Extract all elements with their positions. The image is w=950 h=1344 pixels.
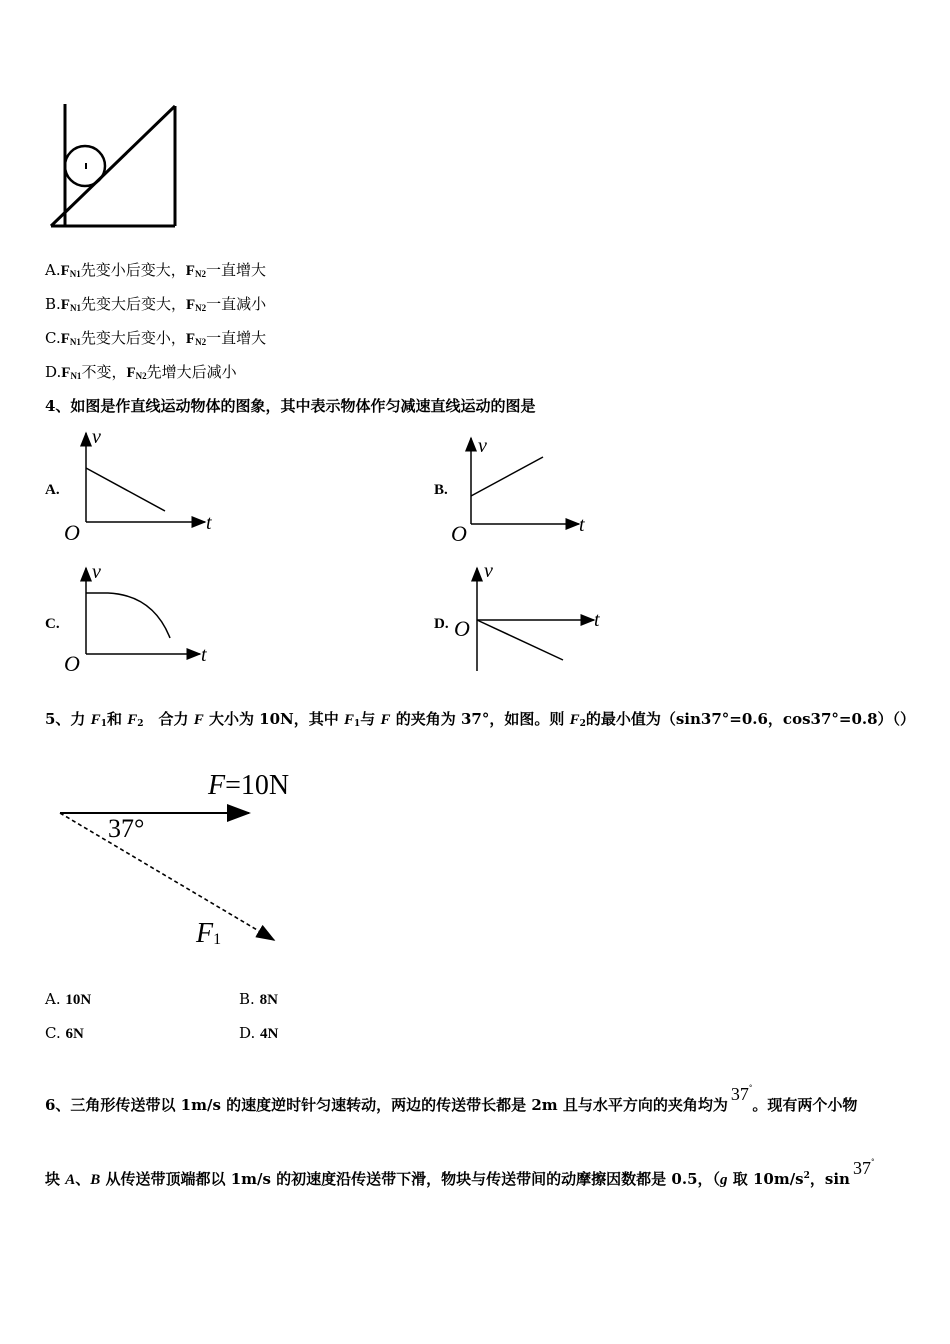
origin-label: O <box>451 521 467 546</box>
option-letter: C. <box>45 1024 61 1042</box>
option-text: 先变大后变大， <box>80 295 186 313</box>
t-label: t <box>206 512 212 534</box>
text: 5、力 <box>45 710 91 728</box>
force-symbol: F <box>90 712 101 728</box>
incline-slope <box>51 106 175 226</box>
angle-value: 37 <box>852 1158 871 1178</box>
v-label: v <box>92 561 101 583</box>
incline-figure <box>45 98 185 233</box>
subscript: 2 <box>579 719 586 729</box>
question-4-stem: 4、如图是作直线运动物体的图象，其中表示物体作匀减速直线运动的图是 <box>45 397 536 415</box>
f-label: F=10N <box>208 770 290 801</box>
force-symbol: F <box>127 712 138 728</box>
v-label: v <box>484 560 493 582</box>
force-symbol: F <box>60 331 70 347</box>
t-label: t <box>201 644 207 666</box>
force-symbol: F <box>343 712 354 728</box>
option-value: 6N <box>65 1026 84 1042</box>
t-label: t <box>594 609 600 631</box>
subscript: N2 <box>195 337 207 347</box>
option-b[interactable] <box>45 295 266 317</box>
q5-option-a[interactable] <box>45 990 91 1009</box>
subscript: 1 <box>100 719 107 729</box>
text: 与 <box>360 710 381 728</box>
graph-d-label[interactable]: D. <box>434 616 449 632</box>
text: 块 <box>45 1170 66 1188</box>
option-a[interactable] <box>45 261 266 283</box>
option-letter: B. <box>239 990 255 1008</box>
subscript: N1 <box>69 337 81 347</box>
text: 6、三角形传送带以 1m/s 的速度逆时针匀速转动，两边的传送带长都是 2m 且与水平方向的夹角均为 <box>45 1096 728 1114</box>
q5-option-d[interactable] <box>239 1024 278 1043</box>
graph-line <box>86 468 165 511</box>
option-text: 一直减小 <box>206 295 267 313</box>
graph-c <box>58 560 228 678</box>
force-figure <box>50 760 310 960</box>
subscript: N2 <box>135 371 147 381</box>
graph-a <box>58 425 228 547</box>
f1-arrow <box>60 813 274 940</box>
graph-b <box>444 430 614 550</box>
origin-label: O <box>64 651 80 676</box>
text: 的最小值为（sin37°=0.6，cos37°=0.8）（） <box>585 710 916 728</box>
angle-value: 37 <box>730 1084 749 1104</box>
option-text: 先变大后变小， <box>80 329 186 347</box>
subscript: N1 <box>70 371 82 381</box>
force-symbol: F <box>193 712 204 728</box>
graph-a-label[interactable]: A. <box>45 482 60 498</box>
option-c[interactable] <box>45 329 266 351</box>
f1-label: F1 <box>196 918 222 949</box>
graph-line <box>471 457 543 496</box>
graph-line <box>477 620 563 660</box>
option-letter: C. <box>45 329 61 347</box>
graph-d <box>450 560 620 675</box>
text: ，sin <box>809 1170 850 1188</box>
text: 取 10m/s <box>727 1170 804 1188</box>
force-symbol: F <box>60 263 70 279</box>
v-label: v <box>478 435 487 457</box>
subscript: N2 <box>194 269 206 279</box>
option-letter: A. <box>45 261 61 279</box>
gravity-symbol: g <box>720 1172 728 1188</box>
question-5-stem <box>45 710 915 733</box>
text: 和 <box>106 710 128 728</box>
superscript: 2 <box>803 1171 810 1181</box>
t-label: t <box>579 514 585 536</box>
option-letter: D. <box>45 363 62 381</box>
text: 合力 <box>143 710 194 728</box>
graph-b-label[interactable]: B. <box>434 482 448 498</box>
origin-label: O <box>64 520 80 545</box>
force-symbol: F <box>126 365 136 381</box>
text: 。现有两个小物 <box>752 1096 858 1114</box>
block-b-label: B <box>90 1172 101 1188</box>
option-letter: B. <box>45 295 61 313</box>
text: 、 <box>75 1170 91 1188</box>
question-6-line-2: 块 A、B 从传送带顶端都以 1m/s 的初速度沿传送带下滑，物块与传送带间的动摩擦因数都是 0.5，（g 取 $10m/s^2$，sin37° <box>45 1158 875 1188</box>
force-symbol: F <box>60 297 70 313</box>
force-symbol: F <box>380 712 391 728</box>
force-symbol: F <box>569 712 580 728</box>
option-text: 先增大后减小 <box>146 363 237 381</box>
force-symbol: F <box>185 297 196 313</box>
force-symbol: F <box>185 331 196 347</box>
angle-label: 37° <box>108 814 145 843</box>
force-symbol: F <box>185 263 195 279</box>
option-value: 4N <box>260 1026 279 1042</box>
option-value: 8N <box>259 992 278 1008</box>
text: 大小为 10N，其中 <box>203 710 344 728</box>
option-letter: A. <box>45 990 61 1008</box>
option-d[interactable] <box>45 363 237 385</box>
graph-c-label[interactable]: C. <box>45 616 60 632</box>
origin-label: O <box>454 616 470 641</box>
subscript: 2 <box>137 719 144 729</box>
option-text: 一直增大 <box>206 329 267 347</box>
subscript: N2 <box>195 303 207 313</box>
option-letter: D. <box>239 1024 256 1042</box>
graph-curve <box>86 593 170 638</box>
q5-option-b[interactable] <box>239 990 278 1009</box>
text: 从传送带顶端都以 1m/s 的初速度沿传送带下滑，物块与传送带间的动摩擦因数都是 0.5，（ <box>100 1170 721 1188</box>
option-text: 不变， <box>81 363 127 381</box>
option-text: 一直增大 <box>205 261 266 279</box>
q5-option-c[interactable] <box>45 1024 84 1043</box>
v-label: v <box>92 426 101 448</box>
force-symbol: F <box>61 365 71 381</box>
option-value: 10N <box>65 992 92 1008</box>
subscript: N1 <box>69 269 81 279</box>
text: 的夹角为 37°，如图。则 <box>390 710 570 728</box>
block-a-label: A <box>65 1172 76 1188</box>
question-6-line-1: 6、三角形传送带以 1m/s 的速度逆时针匀速转动，两边的传送带长都是 2m 且与水平方向的夹角均为37°。现有两个小物 <box>45 1084 858 1114</box>
option-text: 先变小后变大， <box>80 261 186 279</box>
subscript: 1 <box>354 719 361 729</box>
subscript: N1 <box>69 303 81 313</box>
